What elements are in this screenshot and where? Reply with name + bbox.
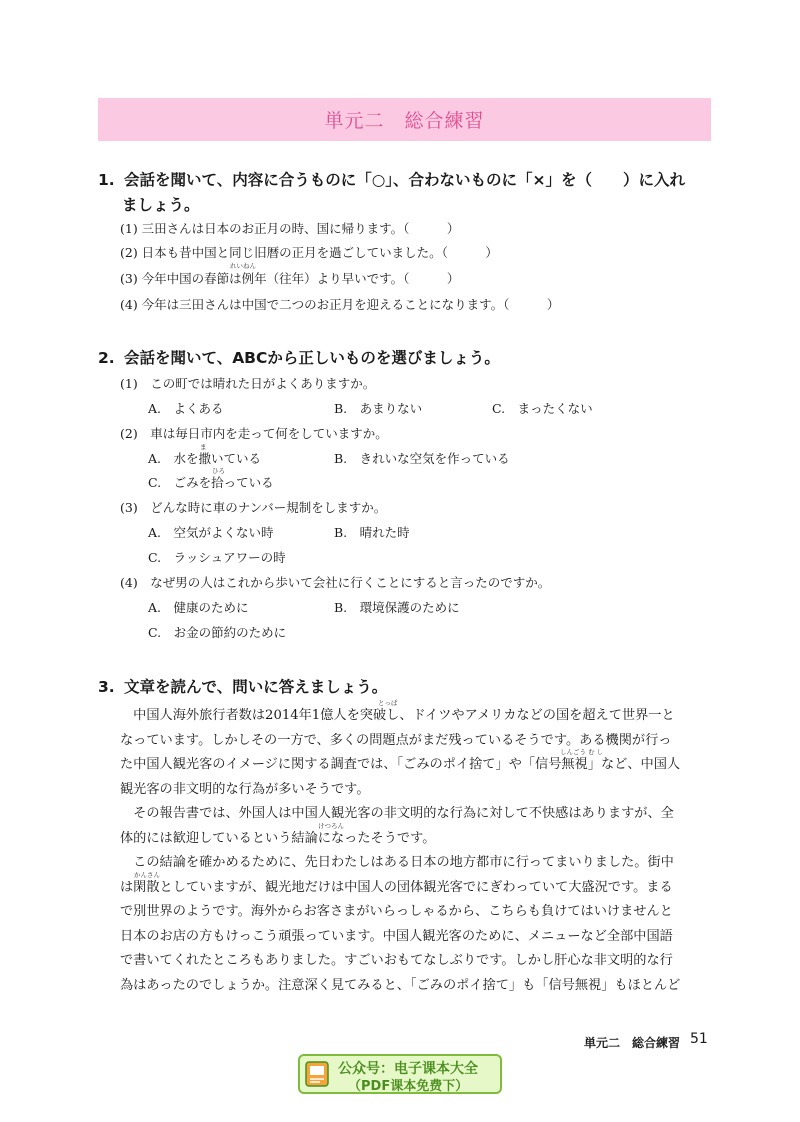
- ruby-ketsuron: けつろん: [318, 822, 344, 830]
- q1-instruction: 会話を聞いて、内容に合うものに「○」、合わないものに「×」を（ ）に入れ: [124, 171, 685, 189]
- q2-stem-3: (3) どんな時に車のナンバー規制をしますか。: [120, 500, 387, 515]
- q2-stem-1: (1) この町では晴れた日がよくありますか。: [120, 376, 376, 391]
- ruby-hirou: ひろ: [212, 467, 225, 475]
- ruby-kansan: かんさん: [134, 871, 160, 879]
- q3-line-6: 体的には歓迎しているという結論になったそうです。: [120, 831, 436, 846]
- q2-1-option-c: C. まったくない: [492, 401, 593, 416]
- q2-1-option-b: B. あまりない: [334, 401, 423, 416]
- ruby-maku: ま: [200, 443, 207, 451]
- q3-line-1: 中国人海外旅行者数は2014年1億人を突破し、ドイツやアメリカなどの国を超えて世界一と: [120, 708, 675, 723]
- q3-line-9: で別世界のようです。海外からお客さまがいらっしゃるから、こちらも負けてはいけませんと: [120, 904, 673, 919]
- q3-number: 3.: [98, 678, 115, 696]
- footer-unit-label: 単元二 総合練習: [584, 1036, 681, 1050]
- q2-2-option-c: C. ごみを拾っている: [148, 475, 274, 490]
- q3-line-4: 観光客の非文明的な行為が多いそうです。: [120, 782, 370, 797]
- q2-instruction: 会話を聞いて、ABCから正しいものを選びましょう。: [124, 349, 500, 367]
- page-number: 51: [690, 1031, 708, 1047]
- q2-1-option-a: A. よくある: [148, 401, 224, 416]
- q1-item-2: (2) 日本も昔中国と同じ旧暦の正月を過ごしていました。（ ）: [120, 245, 498, 260]
- q1-heading: [98, 168, 685, 192]
- unit-title-banner: [98, 98, 711, 141]
- q2-3-option-c: C. ラッシュアワーの時: [148, 550, 286, 565]
- q3-line-10: 日本のお店の方もけっこう頑張っています。中国人観光客のために、メニューなど全部中国語: [120, 929, 673, 944]
- q2-4-option-a: A. 健康のために: [148, 600, 249, 615]
- q2-heading: [98, 346, 500, 370]
- q3-instruction: 文章を読んで、問いに答えましょう。: [124, 678, 388, 696]
- q3-line-12: 為はあったのでしょうか。注意深く見てみると、「ごみのポイ捨て」も「信号無視」もほとんど: [120, 978, 681, 993]
- q1-item-3: (3) 今年中国の春節は例年（往年）より早いです。（ ）: [120, 271, 460, 286]
- q1-number: 1.: [98, 171, 115, 189]
- q2-2-option-a: A. 水を撒いている: [148, 451, 262, 466]
- q2-3-option-b: B. 晴れた時: [334, 525, 410, 540]
- q2-stem-4: (4) なぜ男の人はこれから歩いて会社に行くことにすると言ったのですか。: [120, 575, 551, 590]
- q3-line-7: この結論を確かめるために、先日わたしはある日本の地方都市に行ってまいりました。街中: [120, 855, 674, 870]
- q2-stem-2: (2) 車は毎日市内を走って何をしていますか。: [120, 426, 388, 441]
- q1-item-1: (1) 三田さんは日本のお正月の時、国に帰ります。（ ）: [120, 221, 460, 236]
- watermark-line-1: 公众号：电子课本大全: [338, 1061, 478, 1077]
- q3-line-5: その報告書では、外国人は中国人観光客の非文明的な行為に対して不快感はありますが、全: [120, 806, 674, 821]
- unit-title: 単元二 総合練習: [324, 110, 485, 132]
- q2-3-option-a: A. 空気がよくない時: [148, 525, 274, 540]
- q3-line-3: た中国人観光客のイメージに関する調査では、「ごみのポイ捨て」や「信号無視」など、中国人: [120, 757, 681, 772]
- q2-4-option-b: B. 環境保護のために: [334, 600, 460, 615]
- q3-line-2: なっています。しかしその一方で、多くの問題点がまだ残っているそうです。ある機関が行っ: [120, 733, 672, 748]
- watermark-badge: [298, 1054, 502, 1094]
- q1-instruction-cont: ましょう。: [122, 196, 200, 214]
- ruby-toppa: とっぱ: [378, 699, 398, 707]
- q2-number: 2.: [98, 349, 115, 367]
- ruby-reinen: れいねん: [230, 262, 256, 270]
- q1-item-4: (4) 今年は三田さんは中国で二つのお正月を迎えることになります。（ ）: [120, 297, 560, 312]
- q3-line-8: は閑散としていますが、観光地だけは中国人の団体観光客でにぎわっていて大盛況です。まる: [120, 880, 673, 895]
- q3-line-11: で書いてくれたところもありました。すごいおもてなしぶりです。しかし肝心な非文明的な行: [120, 953, 673, 968]
- ruby-shingoumushi: しんごう む し: [560, 748, 604, 756]
- book-logo-icon: [304, 1060, 330, 1088]
- q3-heading: [98, 675, 387, 699]
- watermark-line-2: （PDF课本免费下）: [348, 1079, 469, 1094]
- q2-2-option-b: B. きれいな空気を作っている: [334, 451, 510, 466]
- q2-4-option-c: C. お金の節約のために: [148, 625, 287, 640]
